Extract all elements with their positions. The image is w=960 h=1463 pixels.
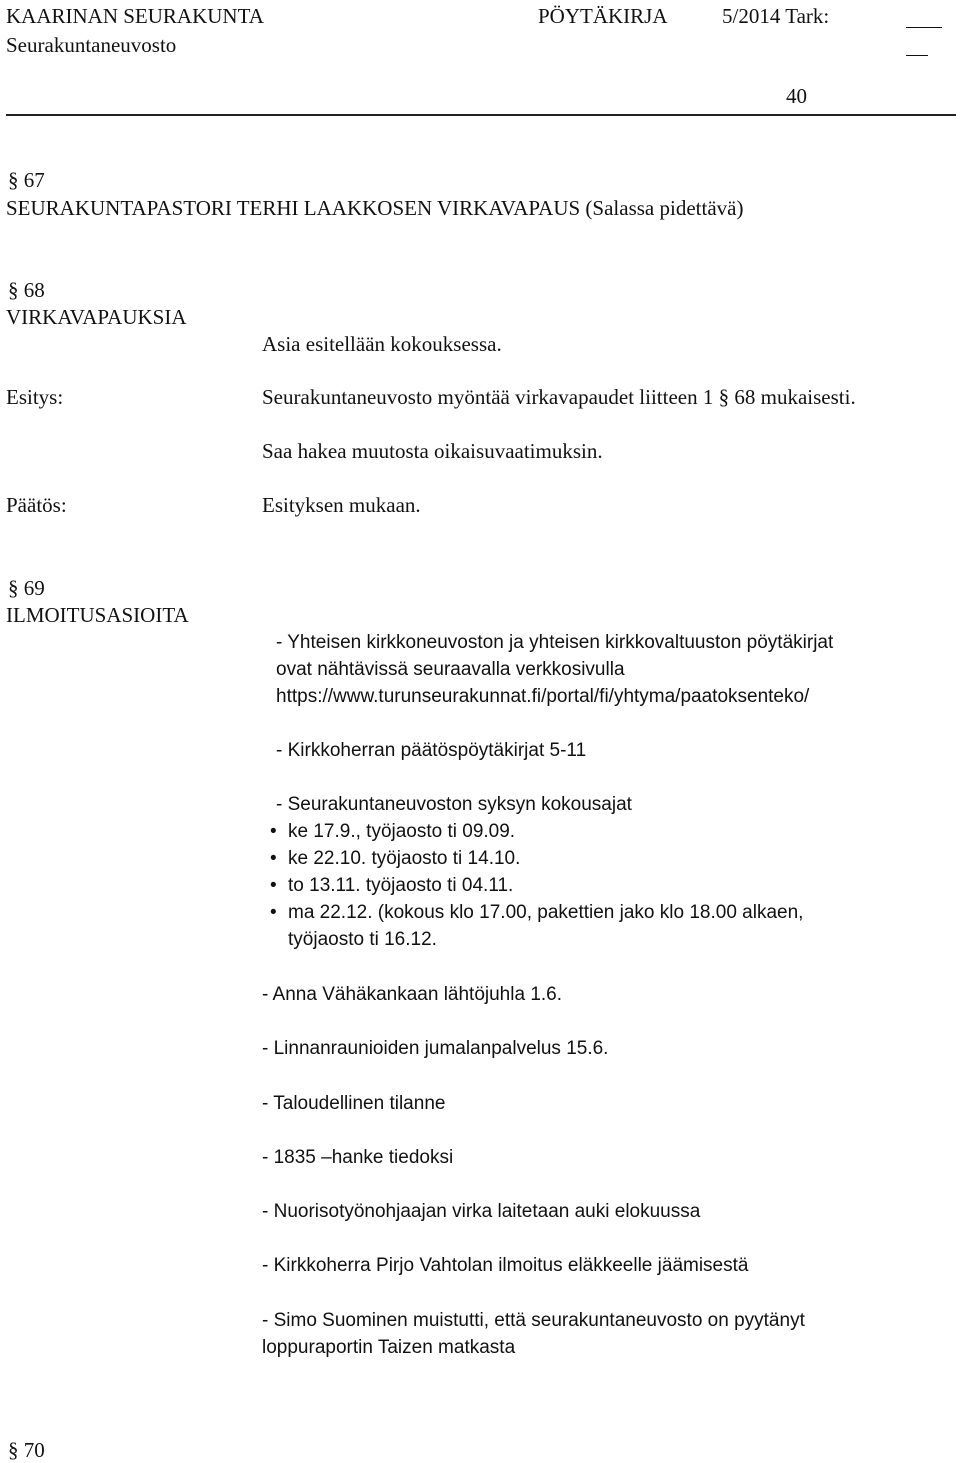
- section-icon: §: [8, 1438, 19, 1462]
- bullet-icon: •: [270, 902, 277, 923]
- header-doc-number: 5/2014 Tark:: [722, 4, 830, 28]
- section-67-number: § 67: [8, 168, 45, 192]
- notice-item-continued: loppuraportin Taizen matkasta: [262, 1337, 516, 1358]
- schedule-item: • ke 17.9., työjaosto ti 09.09.: [270, 821, 516, 842]
- header-body: Seurakuntaneuvosto: [6, 33, 177, 57]
- section-icon: §: [8, 278, 19, 302]
- proposal-label: Esitys:: [6, 385, 64, 409]
- schedule-title: - Seurakuntaneuvoston syksyn kokousajat: [276, 794, 632, 815]
- minutes-notice-line-1: - Yhteisen kirkkoneuvoston ja yhteisen kirkkovaltuuston pöytäkirjat: [276, 632, 834, 653]
- notice-item: - Linnanraunioiden jumalanpalvelus 15.6.: [262, 1038, 609, 1059]
- section-68-title: VIRKAVAPAUKSIA: [6, 305, 187, 329]
- notice-item: - Anna Vähäkankaan lähtöjuhla 1.6.: [262, 984, 563, 1005]
- schedule-item: • ma 22.12. (kokous klo 17.00, pakettien jako klo 18.00 alkaen,: [270, 902, 804, 923]
- schedule-item-continued: työjaosto ti 16.12.: [288, 929, 437, 950]
- minutes-url[interactable]: https://www.turunseurakunnat.fi/portal/fi/yhtyma/paatoksenteko/: [276, 686, 810, 707]
- notice-item: - Nuorisotyönohjaajan virka laitetaan auki elokuussa: [262, 1201, 701, 1222]
- notice-item: - Kirkkoherra Pirjo Vahtolan ilmoitus eläkkeelle jäämisestä: [262, 1255, 749, 1276]
- notice-item: - Taloudellinen tilanne: [262, 1093, 446, 1114]
- proposal-text: Seurakuntaneuvosto myöntää virkavapaudet liitteen 1 § 68 mukaisesti.: [262, 385, 856, 409]
- section-68-number: § 68: [8, 278, 45, 302]
- header-rule: [6, 114, 956, 116]
- section-icon: §: [8, 168, 19, 192]
- section-70-number: § 70: [8, 1438, 45, 1462]
- schedule-item: • to 13.11. työjaosto ti 04.11.: [270, 875, 514, 896]
- schedule-item: • ke 22.10. työjaosto ti 14.10.: [270, 848, 521, 869]
- vicar-decisions: - Kirkkoherran päätöspöytäkirjat 5-11: [276, 740, 587, 761]
- bullet-icon: •: [270, 848, 277, 869]
- section-icon: §: [718, 385, 730, 409]
- decision-label: Päätös:: [6, 493, 67, 517]
- notice-item: - Simo Suominen muistutti, että seurakuntaneuvosto on pyytänyt: [262, 1310, 805, 1331]
- review-blank-line: [906, 27, 942, 28]
- section-67-title: SEURAKUNTAPASTORI TERHI LAAKKOSEN VIRKAVAPAUS (Salassa pidettävä): [6, 196, 744, 220]
- bullet-icon: •: [270, 875, 277, 896]
- page-number: 40: [786, 84, 807, 108]
- appeal-note: Saa hakea muutosta oikaisuvaatimuksin.: [262, 439, 603, 463]
- section-68-intro: Asia esitellään kokouksessa.: [262, 332, 502, 356]
- decision-text: Esityksen mukaan.: [262, 493, 421, 517]
- minutes-notice-line-2: ovat nähtävissä seuraavalla verkkosivulla: [276, 659, 625, 680]
- section-69-title: ILMOITUSASIOITA: [6, 603, 189, 627]
- header-organization: KAARINAN SEURAKUNTA: [6, 4, 264, 28]
- review-blank-line-2: [906, 55, 928, 56]
- notice-item: - 1835 –hanke tiedoksi: [262, 1147, 454, 1168]
- section-icon: §: [8, 576, 19, 600]
- section-69-number: § 69: [8, 576, 45, 600]
- bullet-icon: •: [270, 821, 277, 842]
- header-doc-type: PÖYTÄKIRJA: [538, 4, 668, 28]
